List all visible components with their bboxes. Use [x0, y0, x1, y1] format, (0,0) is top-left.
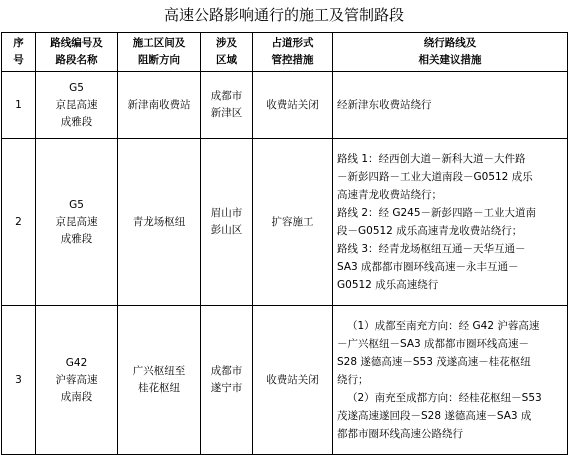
header-no: 序 号 [2, 33, 36, 72]
cell-section: 广兴枢纽至 桂花枢纽 [118, 306, 201, 455]
table-row [2, 72, 568, 139]
cell-control: 收费站关闭 [253, 72, 333, 139]
cell-road: G5 京昆高速 成雅段 [36, 72, 118, 139]
header-detour: 绕行路线及 相关建议措施 [333, 33, 568, 72]
cell-no: 3 [2, 306, 36, 455]
cell-detour: 路线 1：经西创大道－新科大道－大件路 －新彭四路－工业大道南段－G0512 成乐 高速青龙收费站绕行； 路线 2：经 G245－新彭四路－工业大道南 段－G0512 成乐高速青龙收费站绕行； 路线 3：经青龙场枢纽互通－天华互通－ SA3 成都都市圈环线高速－永丰互通－ G0512 成乐高速绕行 [333, 139, 568, 306]
cell-area: 成都市 遂宁市 [201, 306, 253, 455]
cell-no: 1 [2, 72, 36, 139]
cell-control: 收费站关闭 [253, 306, 333, 455]
cell-area: 成都市 新津区 [201, 72, 253, 139]
header-road: 路线编号及 路段名称 [36, 33, 118, 72]
cell-road: G5 京昆高速 成雅段 [36, 139, 118, 306]
cell-section: 青龙场枢纽 [118, 139, 201, 306]
cell-detour: （1）成都至南充方向：经 G42 沪蓉高速 －广兴枢纽－SA3 成都都市圈环线高速－ S28 遂德高速－S53 茂遂高速－桂花枢纽 绕行； （2）南充至成都方向：经桂花枢纽－S53 茂遂高速遂回段－S28 遂德高速－SA3 成 都都市圈环线高速公路绕行 [333, 306, 568, 455]
cell-road: G42 沪蓉高速 成南段 [36, 306, 118, 455]
closure-table [1, 32, 568, 455]
cell-area: 眉山市 彭山区 [201, 139, 253, 306]
cell-section: 新津南收费站 [118, 72, 201, 139]
header-row [2, 33, 568, 72]
header-area: 涉及 区域 [201, 33, 253, 72]
table-row [2, 139, 568, 306]
header-section: 施工区间及 阻断方向 [118, 33, 201, 72]
cell-detour: 经新津东收费站绕行 [333, 72, 568, 139]
cell-no: 2 [2, 139, 36, 306]
table-row [2, 306, 568, 455]
header-control: 占道形式 管控措施 [253, 33, 333, 72]
cell-control: 扩容施工 [253, 139, 333, 306]
page-title: 高速公路影响通行的施工及管制路段 [163, 6, 404, 24]
